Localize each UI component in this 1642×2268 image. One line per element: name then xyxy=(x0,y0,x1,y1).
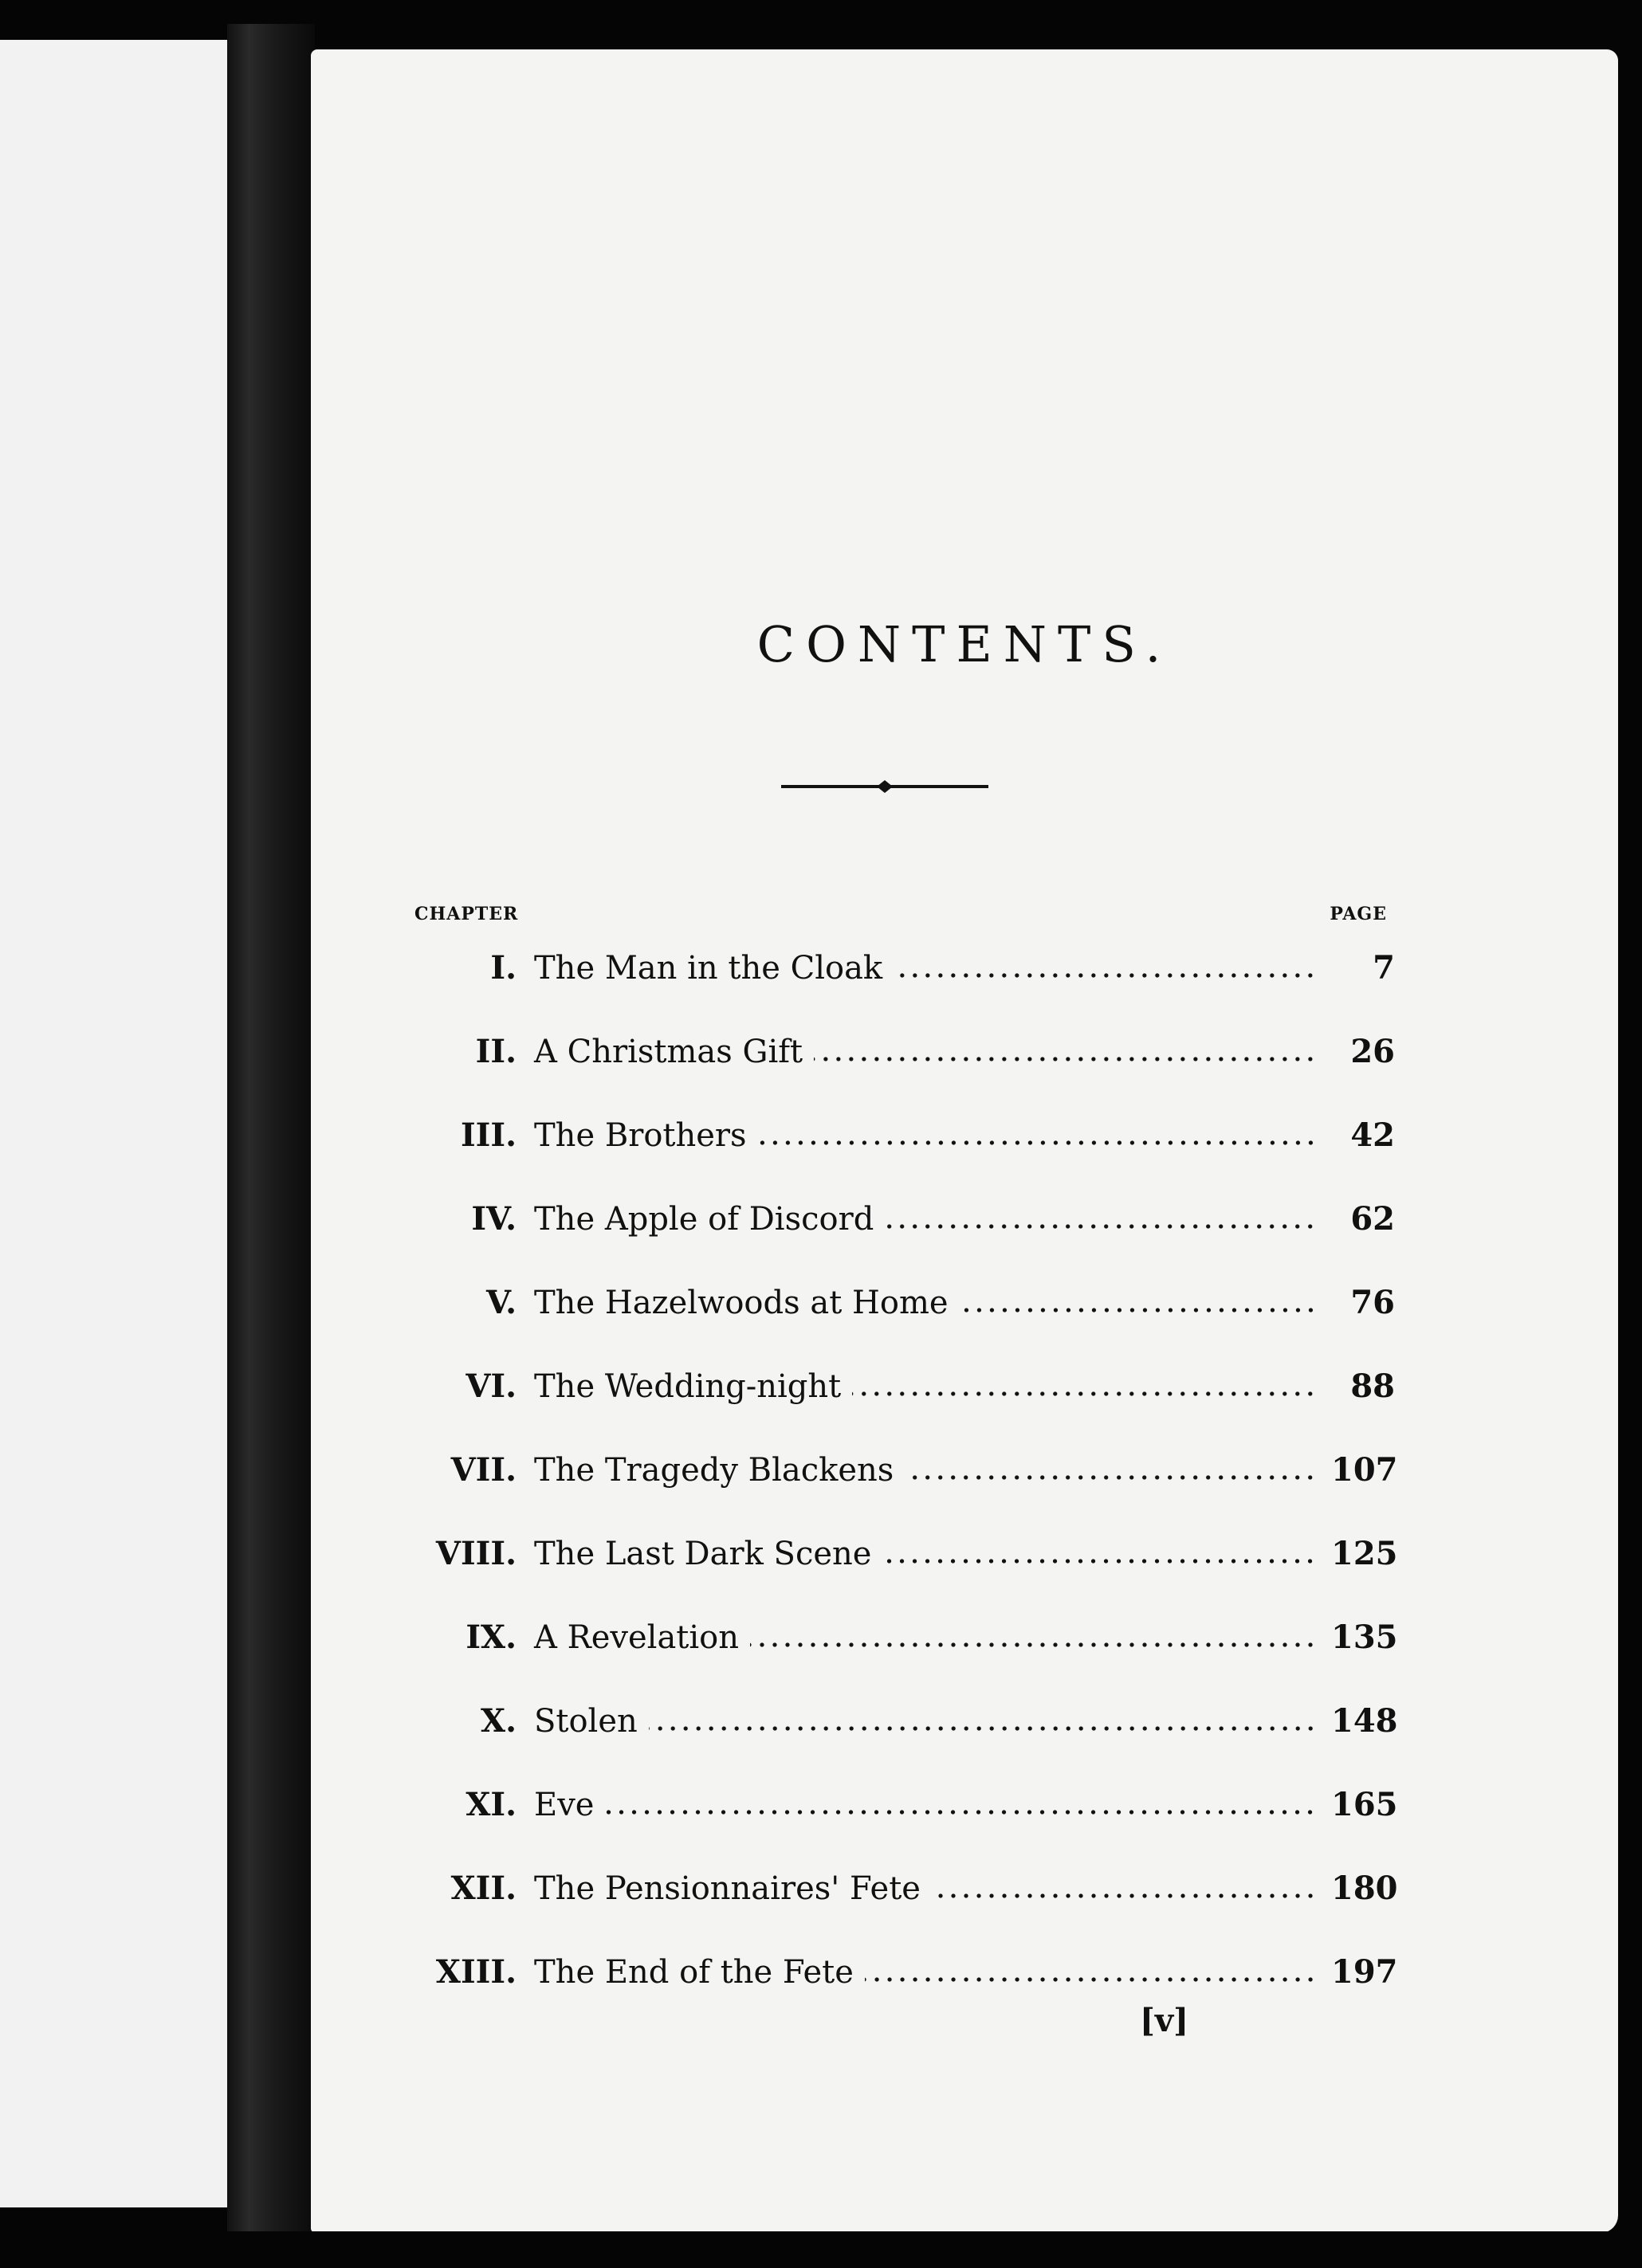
chapter-title: The End of the Fete xyxy=(534,1953,854,1991)
page-number: 7 xyxy=(1373,949,1395,987)
chapter-title: The Tragedy Blackens xyxy=(534,1451,894,1489)
toc-entry xyxy=(407,1595,1398,1679)
dot-leader xyxy=(960,1308,1317,1313)
dot-leader xyxy=(814,1057,1317,1061)
contents-page xyxy=(311,49,1618,2233)
chapter-title: Eve xyxy=(534,1786,595,1823)
chapter-numeral: V. xyxy=(486,1284,517,1321)
page-number: 180 xyxy=(1331,1870,1398,1907)
facing-page xyxy=(0,40,227,2207)
dot-leader xyxy=(649,1726,1317,1731)
toc-entry xyxy=(407,1261,1395,1344)
column-headings xyxy=(414,904,1387,928)
page-number: 148 xyxy=(1331,1702,1398,1740)
toc-entry xyxy=(407,1512,1398,1595)
ornamental-rule xyxy=(781,771,988,802)
page-number: 62 xyxy=(1350,1200,1395,1238)
chapter-numeral: IV. xyxy=(471,1200,517,1238)
dot-leader xyxy=(882,1559,1317,1564)
chapter-title: The Brothers xyxy=(534,1116,747,1154)
chapter-numeral: IX. xyxy=(465,1619,517,1656)
chapter-numeral: XIII. xyxy=(435,1953,517,1991)
chapter-numeral: XI. xyxy=(465,1786,517,1823)
page-number: 135 xyxy=(1331,1619,1398,1656)
chapter-title: The Last Dark Scene xyxy=(534,1535,872,1572)
page-number: 107 xyxy=(1331,1451,1398,1489)
toc-entry xyxy=(407,1930,1398,2014)
dot-leader xyxy=(894,973,1317,978)
chapter-numeral: VI. xyxy=(465,1367,517,1405)
toc-entry xyxy=(407,1846,1398,1930)
toc-entry xyxy=(407,1763,1398,1846)
chapter-numeral: I. xyxy=(490,949,517,987)
scan-border-bottom xyxy=(0,2231,1642,2268)
chapter-title: A Revelation xyxy=(534,1619,740,1656)
chapter-title: The Man in the Cloak xyxy=(534,949,883,987)
dot-leader xyxy=(750,1642,1317,1647)
book-gutter xyxy=(227,24,315,2239)
folio-page-number: [v] xyxy=(1140,2002,1189,2039)
dot-leader xyxy=(852,1391,1317,1396)
toc-entry xyxy=(407,1428,1398,1512)
chapter-title: The Hazelwoods at Home xyxy=(534,1284,949,1321)
dot-leader xyxy=(932,1893,1317,1898)
chapter-title: A Christmas Gift xyxy=(534,1033,803,1070)
page-number: 26 xyxy=(1350,1033,1395,1070)
chapter-numeral: VIII. xyxy=(435,1535,517,1572)
toc-entry xyxy=(407,1679,1398,1763)
page-heading: PAGE xyxy=(1330,904,1387,924)
page-number: 125 xyxy=(1331,1535,1398,1572)
page-number: 197 xyxy=(1331,1953,1398,1991)
page-number: 42 xyxy=(1350,1116,1395,1154)
page-number: 76 xyxy=(1350,1284,1395,1321)
toc-entry xyxy=(407,1177,1395,1261)
toc-entry xyxy=(407,926,1395,1010)
page-number: 88 xyxy=(1350,1367,1395,1405)
chapter-numeral: III. xyxy=(460,1116,517,1154)
chapter-numeral: II. xyxy=(475,1033,517,1070)
chapter-title: The Pensionnaires' Fete xyxy=(534,1870,921,1907)
chapter-title: Stolen xyxy=(534,1702,638,1740)
dot-leader xyxy=(605,1810,1317,1815)
chapter-title: The Wedding-night xyxy=(534,1367,842,1405)
dot-leader xyxy=(885,1224,1317,1229)
chapter-title: The Apple of Discord xyxy=(534,1200,874,1238)
toc-entry xyxy=(407,1010,1395,1093)
toc-entry xyxy=(407,1093,1395,1177)
page-number: 165 xyxy=(1331,1786,1398,1823)
dot-leader xyxy=(865,1977,1317,1982)
chapter-heading: CHAPTER xyxy=(414,904,519,924)
chapter-numeral: XII. xyxy=(450,1870,517,1907)
toc-entry xyxy=(407,1344,1395,1428)
chapter-numeral: X. xyxy=(481,1702,517,1740)
chapter-numeral: VII. xyxy=(450,1451,517,1489)
page-title: CONTENTS. xyxy=(756,615,1173,673)
dot-leader xyxy=(758,1140,1317,1145)
contents-list xyxy=(407,926,1398,2014)
dot-leader xyxy=(905,1475,1317,1480)
